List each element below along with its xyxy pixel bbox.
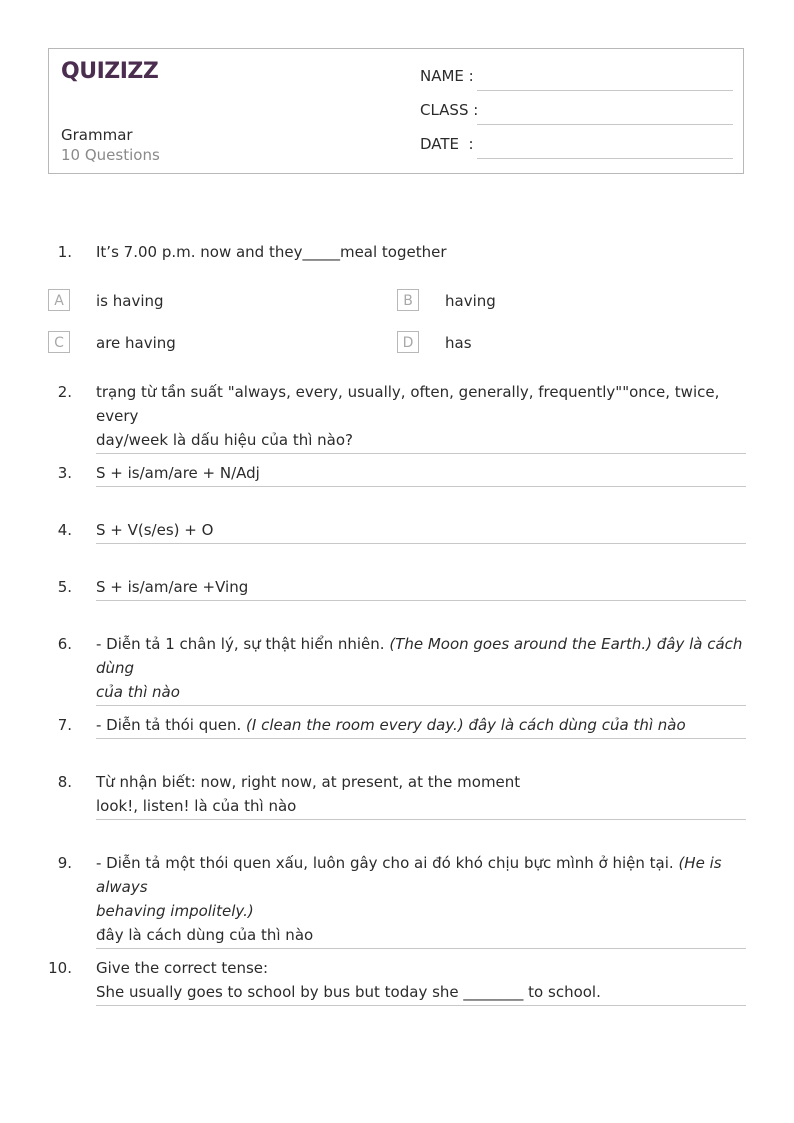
option-text: are having (96, 334, 176, 352)
question-text (96, 770, 746, 820)
question-text: S + V(s/es) + O (96, 518, 746, 544)
question-italic-text: behaving impolitely.) (96, 902, 254, 920)
question-plain-text: - Diễn tả 1 chân lý, sự thật hiển nhiên. (96, 635, 390, 653)
class-label: CLASS : (420, 101, 479, 119)
question-line: trạng từ tần suất "always, every, usually, often, generally, frequently""once, twice, every (96, 383, 720, 425)
option-letter: A (48, 289, 70, 311)
option-text: has (445, 334, 472, 352)
option-letter: B (397, 289, 419, 311)
name-label: NAME : (420, 67, 474, 85)
question-text: It’s 7.00 p.m. now and they_____meal together (96, 243, 447, 261)
question-number: 8. (57, 773, 72, 791)
question-text: S + is/am/are +Ving (96, 575, 746, 601)
question-italic-text: của thì nào (96, 683, 180, 701)
question-number: 5. (57, 578, 72, 596)
question-text (96, 956, 746, 1006)
question-line: day/week là dấu hiệu của thì nào? (96, 431, 353, 449)
question-plain-text: - Diễn tả thói quen. (96, 716, 247, 734)
name-field (420, 67, 733, 91)
question-plain-text: - Diễn tả một thói quen xấu, luôn gây cho ai đó khó chịu bực mình ở hiện tại. (96, 854, 679, 872)
date-field (420, 135, 733, 159)
option-text: is having (96, 292, 164, 310)
class-field (420, 101, 733, 125)
question-number: 6. (57, 635, 72, 653)
question-line: đây là cách dùng của thì nào (96, 926, 314, 944)
question-text (96, 380, 746, 454)
question-number: 1. (57, 243, 72, 261)
class-line (477, 124, 733, 125)
date-line (477, 158, 733, 159)
question-text (96, 851, 746, 949)
question-number: 4. (57, 521, 72, 539)
question-count: 10 Questions (61, 146, 160, 164)
question-text (96, 632, 746, 706)
question-number: 9. (57, 854, 72, 872)
option-letter: C (48, 331, 70, 353)
worksheet-header (48, 48, 744, 174)
question-text (96, 713, 746, 739)
question-text: S + is/am/are + N/Adj (96, 461, 746, 487)
question-line: look!, listen! là của thì nào (96, 797, 297, 815)
question-line: Từ nhận biết: now, right now, at present, at the moment (96, 773, 521, 791)
question-line: Give the correct tense: (96, 959, 269, 977)
question-italic-text: (I clean the room every day.) đây là cách dùng của thì nào (246, 716, 686, 734)
question-number: 10. (48, 959, 72, 977)
option-text: having (445, 292, 496, 310)
question-italic-text: (He is always (96, 854, 722, 896)
option-letter: D (397, 331, 419, 353)
name-line (477, 90, 733, 91)
question-line: She usually goes to school by bus but today she ________ to school. (96, 983, 601, 1001)
question-number: 3. (57, 464, 72, 482)
question-italic-text: (The Moon goes around the Earth.) đây là cách dùng (96, 635, 743, 677)
date-label: DATE : (420, 135, 474, 153)
quiz-title: Grammar (61, 126, 133, 144)
question-number: 2. (57, 383, 72, 401)
question-number: 7. (57, 716, 72, 734)
quizizz-logo: QUIZIZZ (61, 59, 159, 84)
